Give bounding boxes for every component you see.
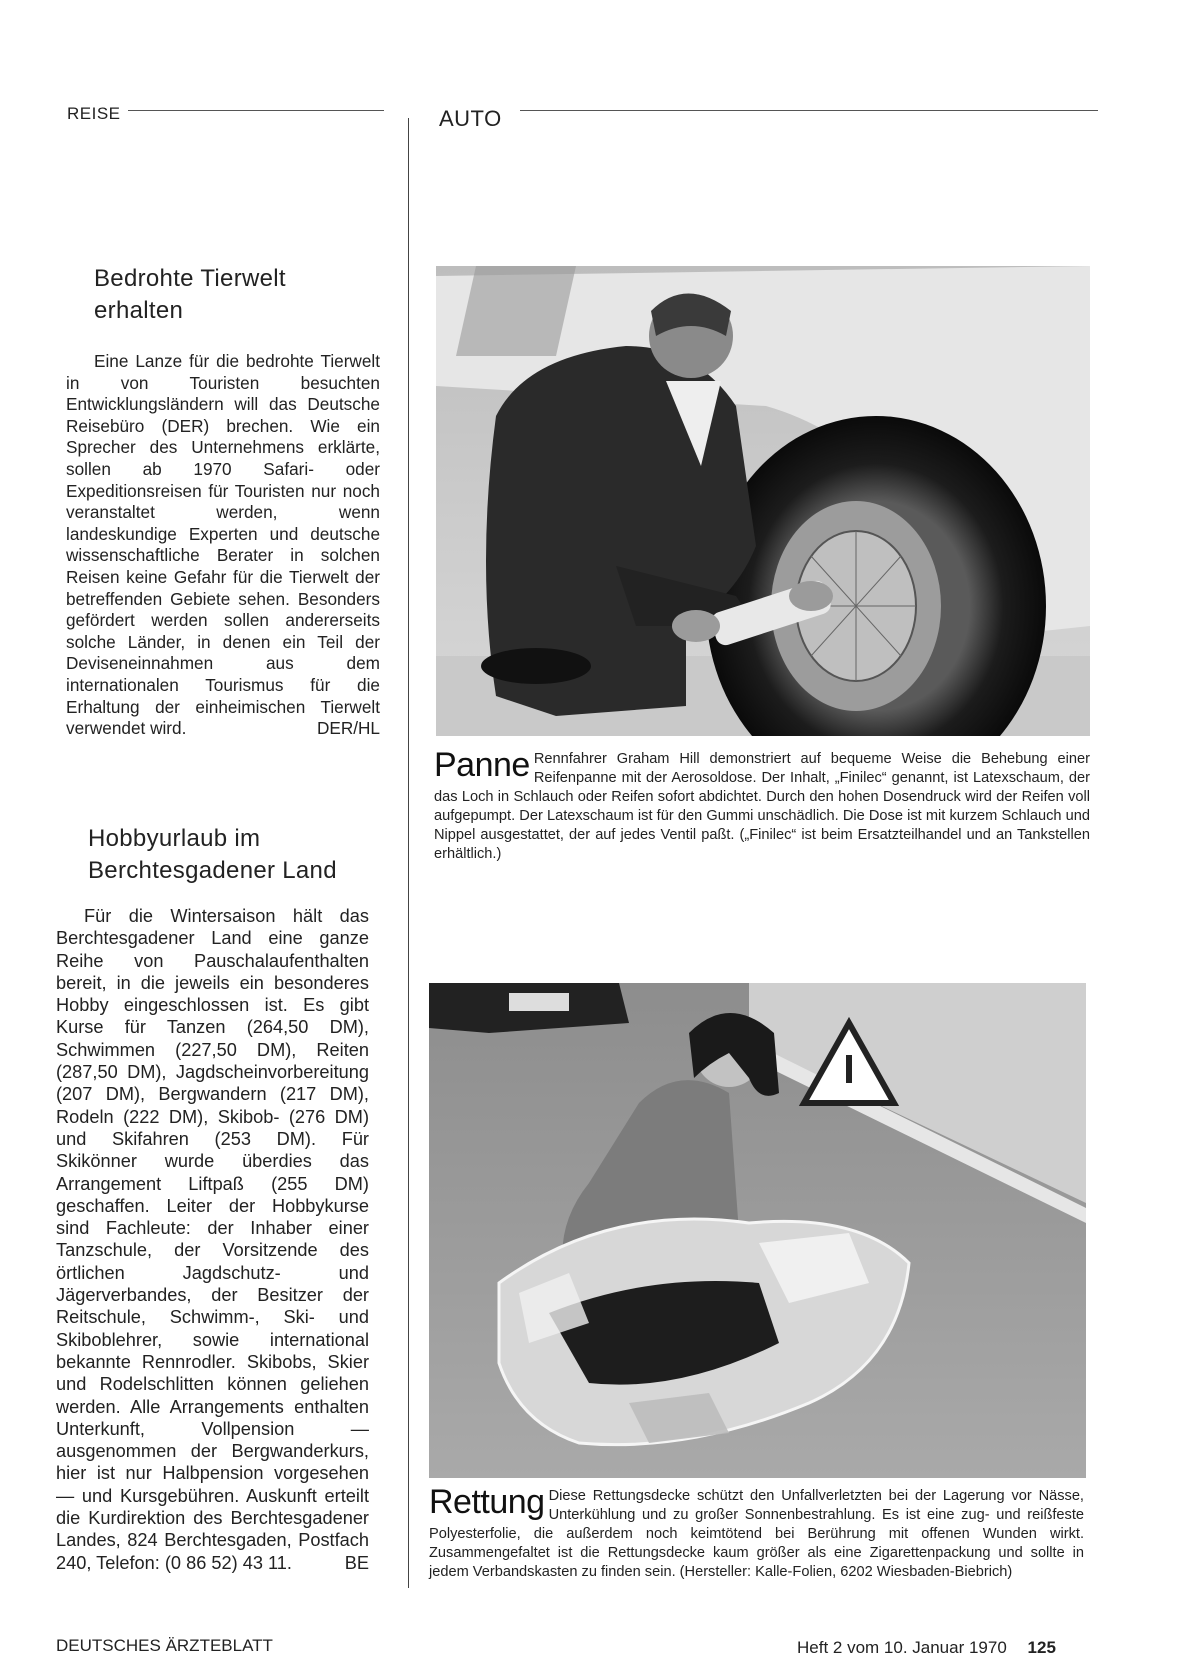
photo-rescue-blanket-illustration [429,983,1086,1478]
photo-rescue-blanket [429,983,1086,1478]
article-signature: BE [344,1552,369,1573]
header-rule-right [520,110,1098,111]
column-divider [408,118,409,1588]
header-rule-left [128,110,384,111]
section-label-auto: AUTO [439,106,502,131]
caption-lead-rettung: Rettung [429,1483,545,1521]
footer-issue-text: Heft 2 vom 10. Januar 1970 [797,1638,1007,1657]
article-title-tierwelt: Bedrohte Tierwelt erhalten [94,265,286,324]
photo-tire-repair [436,266,1090,736]
article-title-hobbyurlaub: Hobbyurlaub im Berchtesgadener Land [88,825,337,884]
article-body-hobbyurlaub: Für die Wintersaison hält das Berchtesgadener Land eine ganze Reihe von Pauschalaufenthalten bereit, in die jeweils ein besonderes Hobby eingeschlossen ist. Es gibt Kurse für Tanzen (264,50 DM), Schwimmen (227,50 DM), Reiten (287,50 DM), Jagdscheinvorbereitung (207 DM), Bergwandern (217 DM), Rodeln (222 DM), Skibob- (276 DM) und Skifahren (253 DM). Für Skikönner wurde überdies das Arrangement Liftpaß (255 DM) geschaffen. Leiter der Hobbykurse sind Fachleute: der Inhaber einer Tanzschule, der Vorsitzende des örtlichen Jagdschutz- und Jägerverbandes, der Besitzer der Reitschule, Schwimm-, Ski- und Skiboblehrer, sowie international bekannte Rennrodler. Skibobs, Skier und Rodelschlitten können geliehen werden. Alle Arrangements enthalten Unterkunft, Vollpension — ausgenommen der Bergwanderkurs, hier ist nur Halbpension vorgesehen — und Kursgebühren. Auskunft erteilt die Kurdirektion des Berchtesgadener Landes, 824 Berchtesgaden, Postfach 240, Telefon: (0 86 52) 43 11. BE [56,906,369,1573]
caption-lead-panne: Panne [434,746,530,784]
footer-issue [797,1638,1056,1658]
article-body-tierwelt: Eine Lanze für die bedrohte Tierwelt in von Touristen besuchten Entwicklungsländern will das Deutsche Reisebüro (DER) brechen. Wie ein Sprecher des Unternehmens erklärte, sollen ab 1970 Safari- oder Expeditionsreisen für Touristen nur noch veranstaltet werden, wenn landeskundige Experten und deutsche wissenschaftliche Berater in solchen Reisen keine Gefahr für die Tierwelt der betreffenden Gebiete sehen. Besonders gefördert werden sollen andererseits solche Länder, in denen ein Teil der Deviseneinnahmen aus dem internationalen Tourismus für die Erhaltung der einheimischen Tierwelt verwendet wird. DER/HL [66,351,380,739]
caption-panne: Panne Rennfahrer Graham Hill demonstriert auf bequeme Weise die Behebung einer Reifenpanne mit der Aerosoldose. Der Inhalt, „Finilec“ genannt, ist Latexschaum, der das Loch in Schlauch oder Reifen sofort abdichtet. Durch den hohen Dosendruck wird der Reifen voll aufgepumpt. Der Latexschaum ist für den Gummi unschädlich. Die Dose ist mit kurzem Schlauch und Nippel ausgestattet, der auf jedes Ventil paßt. („Finilec“ ist beim Ersatzteilhandel und an Tankstellen erhältlich.) [434,746,1090,862]
footer-publication: DEUTSCHES ÄRZTEBLATT [56,1636,273,1655]
article-signature: DER/HL [316,718,380,739]
photo-tire-repair-illustration [436,266,1090,736]
section-label-reise: REISE [67,104,121,123]
footer-page-number: 125 [1027,1638,1056,1657]
caption-rettung: Rettung Diese Rettungsdecke schützt den Unfallverletzten bei der Lagerung vor Nässe, Unterkühlung und zu großer Sonnenbestrahlung. Es ist eine zug- und reißfeste Polyesterfolie, die außerdem noch keimtötend bei Berührung mit offenen Wunden wirkt. Zusammengefaltet ist die Rettungsdecke kaum größer als eine Zigarettenpackung und sollte in jedem Verbandskasten zu finden sein. (Hersteller: Kalle-Folien, 6202 Wiesbaden-Biebrich) [429,1483,1084,1580]
